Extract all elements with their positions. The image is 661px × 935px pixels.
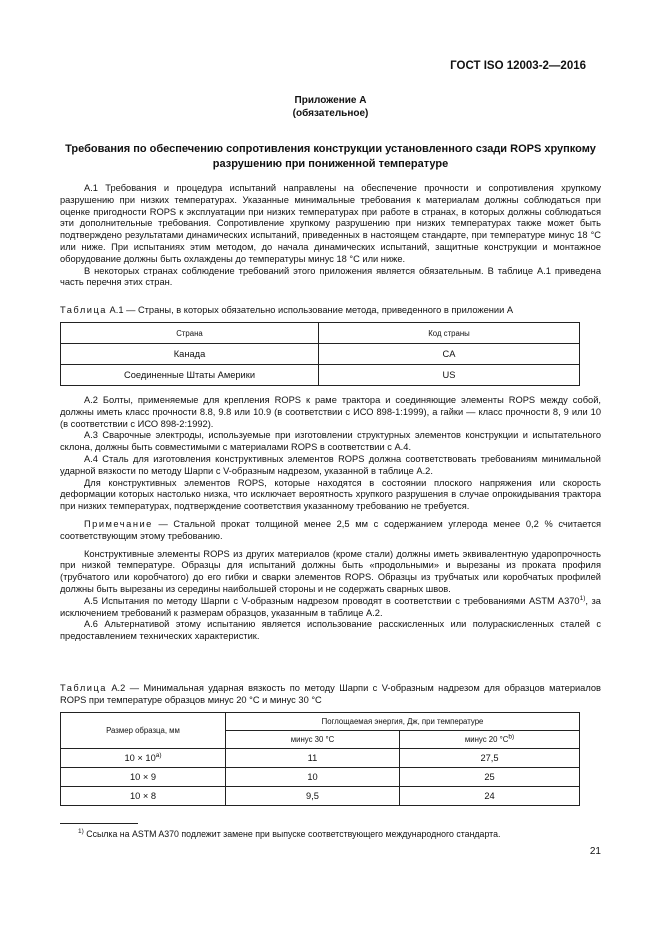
paragraph-a6: А.6 Альтернативой этому испытанию является использование расскисленных или полураскисленных сталей с предоставлением технических характеристик.	[60, 619, 601, 642]
table2-header-energy: Поглощаемая энергия, Дж, при температуре	[226, 713, 580, 731]
paragraph-a5	[60, 596, 601, 620]
table2-header-size: Размер образца, мм	[61, 713, 226, 749]
table-impact-energy	[60, 712, 580, 806]
table2-cell-minus20: 25	[400, 768, 580, 787]
footnote-marker: 1)	[78, 828, 84, 836]
table1-caption-label: Таблица	[60, 305, 107, 315]
table2-header-minus20-text: минус 20 °С	[464, 735, 509, 744]
table-row	[61, 749, 580, 768]
footnote	[60, 829, 601, 840]
footnote-text: Ссылка на ASTM A370 подлежит замене при выпуске соответствующего международного стандарта.	[83, 829, 501, 839]
note-label: Примечание	[84, 518, 153, 529]
paragraph-a1: А.1 Требования и процедура испытаний направлены на обеспечение прочности и сопротивления хрупкому разрушению при низких температурах. Указанные минимальные требования к материалам должны соблюдаться при оценке пригодности ROPS к эксплуатации при низких температурах при работе в странах, в которых должны соблюдаться эти дополнительные требования. Сопротивление хрупкому разрушению при низких температурах также может быть подтверждено результатами динамических испытаний, приведенных в настоящем стандарте, при температуре минус 18 °С или ниже. При испытаниях этим методом, до начала динамических испытаний, защитные конструкции и монтажное оборудование должны быть охлаждены до температуры минус 18 °С или ниже.	[60, 183, 601, 264]
paragraph-a3: А.3 Сварочные электроды, используемые при изготовлении структурных элементов конструкции и испытательного склона, должны быть совместимыми с материалами ROPS в соответствии с А.4.	[60, 430, 601, 453]
document-header-id: ГОСТ ISO 12003-2—2016	[450, 60, 586, 72]
table1-cell-code: CA	[319, 344, 580, 365]
paragraph-a4-other-materials: Конструктивные элементы ROPS из других материалов (кроме стали) должны иметь эквивалентную ударопрочность при низкой температуре. Образцы для испытаний должны быть «продольными» и вырезаны из проката профиля (трубчатого или коробчатого) до его гибки и сварки элементов ROPS. Образцы из трубчатых или коробчатых профилей должны быть вырезаны из середины наибольшей стороны и не содержать сварных швов.	[60, 548, 601, 594]
table1-cell-country: Соединенные Штаты Америки	[61, 365, 319, 386]
paragraph-a5-end: , за исключением требований к размерам образцов, указанным в таблице А.2.	[60, 595, 601, 618]
annex-label: Приложение А	[294, 95, 367, 106]
table2-cell-size: 10 × 9	[61, 768, 226, 787]
table2-cell-minus20: 24	[400, 787, 580, 806]
table2-cell-minus30: 10	[226, 768, 400, 787]
paragraph-a4: А.4 Сталь для изготовления конструктивных элементов ROPS должна соответствовать требованиям минимальной ударной вязкости по методу Шарпи с V-образным надрезом, указанной в таблице А.2.	[60, 453, 601, 476]
section-a2-a6	[60, 395, 601, 643]
table2-cell-size: 10 × 8	[61, 787, 226, 806]
table1-cell-code: US	[319, 365, 580, 386]
table-row	[61, 787, 580, 806]
footnote-ref: 1)	[579, 594, 586, 602]
table2-cell-minus30: 11	[226, 749, 400, 768]
paragraph-a5-start: А.5 Испытания по методу Шарпи с V-образным надрезом проводят в соответствии с требованиями ASTM A370	[84, 595, 580, 606]
table2-cell-size-text: 10 × 10	[124, 753, 156, 763]
page-number: 21	[589, 846, 601, 857]
paragraph-a1-countries: В некоторых странах соблюдение требований этого приложения является обязательным. В таблице А.1 приведена часть перечня этих стран.	[60, 265, 601, 288]
paragraph-a2: А.2 Болты, применяемые для крепления ROPS к раме трактора и соединяющие элементы ROPS между собой, должны иметь класс прочности 8.8, 9.8 или 10.9 (в соответствии с ИСО 898-1:1999), а гайки — класс прочности 8, 9 или 10 (в соответствии с ИСО 898-2:1992).	[60, 395, 601, 429]
table2-caption	[60, 683, 601, 707]
table-row	[61, 365, 580, 386]
table1-header-code: Код страны	[319, 323, 580, 344]
table2-note-ref-b: b)	[508, 733, 515, 741]
table-row	[61, 344, 580, 365]
table1-caption	[60, 305, 601, 317]
footnote-divider	[60, 823, 138, 824]
table2-caption-label: Таблица	[60, 683, 107, 693]
table-row	[61, 768, 580, 787]
annex-heading	[0, 94, 661, 120]
section-a1	[60, 183, 601, 289]
note	[60, 519, 601, 543]
table2-header-minus30: минус 30 °С	[226, 731, 400, 749]
table1-header-country: Страна	[61, 323, 319, 344]
table2-header-minus20	[400, 731, 580, 749]
annex-status: (обязательное)	[292, 108, 369, 119]
table2-cell-minus30: 9,5	[226, 787, 400, 806]
annex-title: Требования по обеспечению сопротивления конструкции установленного сзади ROPS хрупкому разрушению при пониженной температуре	[65, 143, 596, 170]
table1-cell-country: Канада	[61, 344, 319, 365]
table2-caption-text: А.2 — Минимальная ударная вязкость по методу Шарпи с V-образным надрезом для образцов материалов ROPS при температуре образцов минус 20 °С и минус 30 °С	[60, 683, 601, 705]
note-text: — Стальной прокат толщиной менее 2,5 мм с содержанием углерода менее 0,2 % считается соответствующим этому требованию.	[60, 518, 601, 541]
table2-note-ref-a: a)	[155, 751, 162, 759]
paragraph-a4-exemption: Для конструктивных элементов ROPS, которые находятся в состоянии плоского напряжения или скорость деформации которых настолько низка, что исключает вероятность хрупкого разрушения в случае опрокидывания трактора при низких температурах, подтверждение соответствия указанному требованию не требуется.	[60, 477, 601, 512]
table2-cell-size	[61, 749, 226, 768]
table2-cell-minus20: 27,5	[400, 749, 580, 768]
table-countries	[60, 322, 580, 386]
table1-caption-text: А.1 — Страны, в которых обязательно использование метода, приведенного в приложении А	[106, 305, 514, 315]
